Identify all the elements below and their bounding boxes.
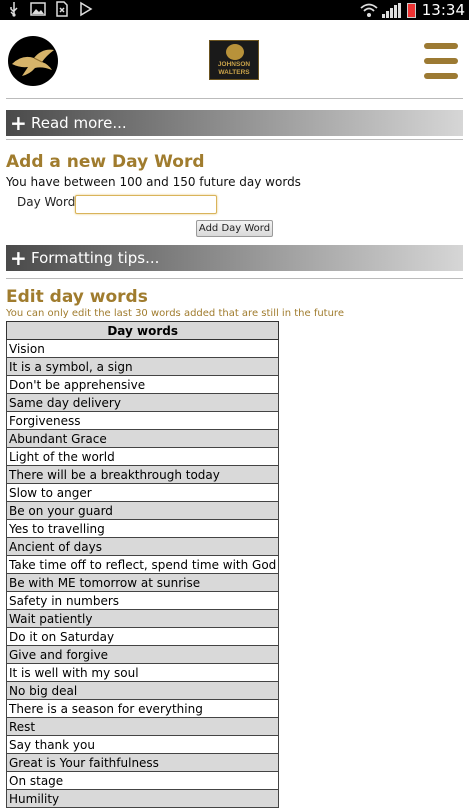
table-row[interactable] xyxy=(7,538,279,556)
day-word-cell[interactable]: Don't be apprehensive xyxy=(7,376,279,394)
menu-icon[interactable] xyxy=(424,43,458,80)
brand-emblem-icon xyxy=(226,44,244,60)
table-row[interactable] xyxy=(7,520,279,538)
day-words-table xyxy=(6,321,279,808)
table-row[interactable] xyxy=(7,394,279,412)
table-row[interactable] xyxy=(7,754,279,772)
table-row[interactable] xyxy=(7,430,279,448)
day-word-cell[interactable]: Give and forgive xyxy=(7,646,279,664)
usb-icon xyxy=(6,1,22,17)
day-word-cell[interactable]: Ancient of days xyxy=(7,538,279,556)
day-word-cell[interactable]: Be on your guard xyxy=(7,502,279,520)
table-row[interactable] xyxy=(7,484,279,502)
table-row[interactable] xyxy=(7,502,279,520)
table-row[interactable] xyxy=(7,700,279,718)
formatting-tips-toggle[interactable] xyxy=(6,245,463,271)
app-header xyxy=(0,20,469,98)
play-icon xyxy=(78,1,94,17)
day-word-cell[interactable]: There will be a breakthrough today xyxy=(7,466,279,484)
day-word-cell[interactable]: Abundant Grace xyxy=(7,430,279,448)
table-row[interactable] xyxy=(7,790,279,808)
day-word-cell[interactable]: Safety in numbers xyxy=(7,592,279,610)
table-row[interactable] xyxy=(7,358,279,376)
sim-icon xyxy=(54,1,70,17)
table-row[interactable] xyxy=(7,646,279,664)
day-word-cell[interactable]: Light of the world xyxy=(7,448,279,466)
eagle-logo[interactable] xyxy=(8,36,58,86)
day-word-cell[interactable]: Yes to travelling xyxy=(7,520,279,538)
battery-icon xyxy=(407,3,416,18)
add-day-word-heading: Add a new Day Word xyxy=(6,152,205,172)
day-word-cell[interactable]: On stage xyxy=(7,772,279,790)
brand-line-2: WALTERS xyxy=(218,69,250,76)
formatting-tips-label: Formatting tips... xyxy=(31,249,160,267)
day-word-cell[interactable]: Same day delivery xyxy=(7,394,279,412)
day-word-cell[interactable]: It is a symbol, a sign xyxy=(7,358,279,376)
day-word-label: Day Word xyxy=(17,195,76,209)
day-word-cell[interactable]: Rest xyxy=(7,718,279,736)
day-word-cell[interactable]: Take time off to reflect, spend time with God xyxy=(7,556,279,574)
day-word-cell[interactable]: Humility xyxy=(7,790,279,808)
table-row[interactable] xyxy=(7,340,279,358)
table-row[interactable] xyxy=(7,718,279,736)
future-words-info: You have between 100 and 150 future day words xyxy=(6,175,301,189)
read-more-toggle[interactable] xyxy=(6,110,463,136)
day-word-cell[interactable]: Slow to anger xyxy=(7,484,279,502)
divider xyxy=(6,139,463,140)
day-word-cell[interactable]: No big deal xyxy=(7,682,279,700)
edit-day-words-heading: Edit day words xyxy=(6,287,148,307)
table-row[interactable] xyxy=(7,574,279,592)
image-icon xyxy=(30,1,46,17)
table-row[interactable] xyxy=(7,556,279,574)
table-row[interactable] xyxy=(7,736,279,754)
table-row[interactable] xyxy=(7,376,279,394)
day-word-cell[interactable]: It is well with my soul xyxy=(7,664,279,682)
edit-note: You can only edit the last 30 words added that are still in the future xyxy=(6,308,344,319)
day-word-cell[interactable]: Wait patiently xyxy=(7,610,279,628)
column-header-day-words: Day words xyxy=(7,322,279,340)
signal-icon xyxy=(382,3,401,18)
table-row[interactable] xyxy=(7,772,279,790)
add-day-word-button[interactable]: Add Day Word xyxy=(196,220,273,237)
table-row[interactable] xyxy=(7,592,279,610)
day-word-cell[interactable]: Vision xyxy=(7,340,279,358)
table-row[interactable] xyxy=(7,412,279,430)
clock: 13:34 xyxy=(421,1,465,19)
status-bar xyxy=(0,0,469,20)
day-word-cell[interactable]: Say thank you xyxy=(7,736,279,754)
read-more-label: Read more... xyxy=(31,114,127,132)
table-row[interactable] xyxy=(7,610,279,628)
plus-icon: + xyxy=(10,246,27,270)
divider xyxy=(6,278,463,279)
table-row[interactable] xyxy=(7,682,279,700)
plus-icon: + xyxy=(10,111,27,135)
day-word-cell[interactable]: Be with ME tomorrow at sunrise xyxy=(7,574,279,592)
day-word-input[interactable] xyxy=(75,195,217,214)
day-word-cell[interactable]: Great is Your faithfulness xyxy=(7,754,279,772)
table-row[interactable] xyxy=(7,448,279,466)
day-word-cell[interactable]: Do it on Saturday xyxy=(7,628,279,646)
brand-line-1: JOHNSON xyxy=(217,61,251,68)
johnson-walters-logo xyxy=(209,40,259,80)
table-row[interactable] xyxy=(7,664,279,682)
table-row[interactable] xyxy=(7,466,279,484)
table-row[interactable] xyxy=(7,628,279,646)
day-word-cell[interactable]: Forgiveness xyxy=(7,412,279,430)
wifi-icon xyxy=(360,2,376,18)
divider xyxy=(6,98,463,99)
day-word-cell[interactable]: There is a season for everything xyxy=(7,700,279,718)
